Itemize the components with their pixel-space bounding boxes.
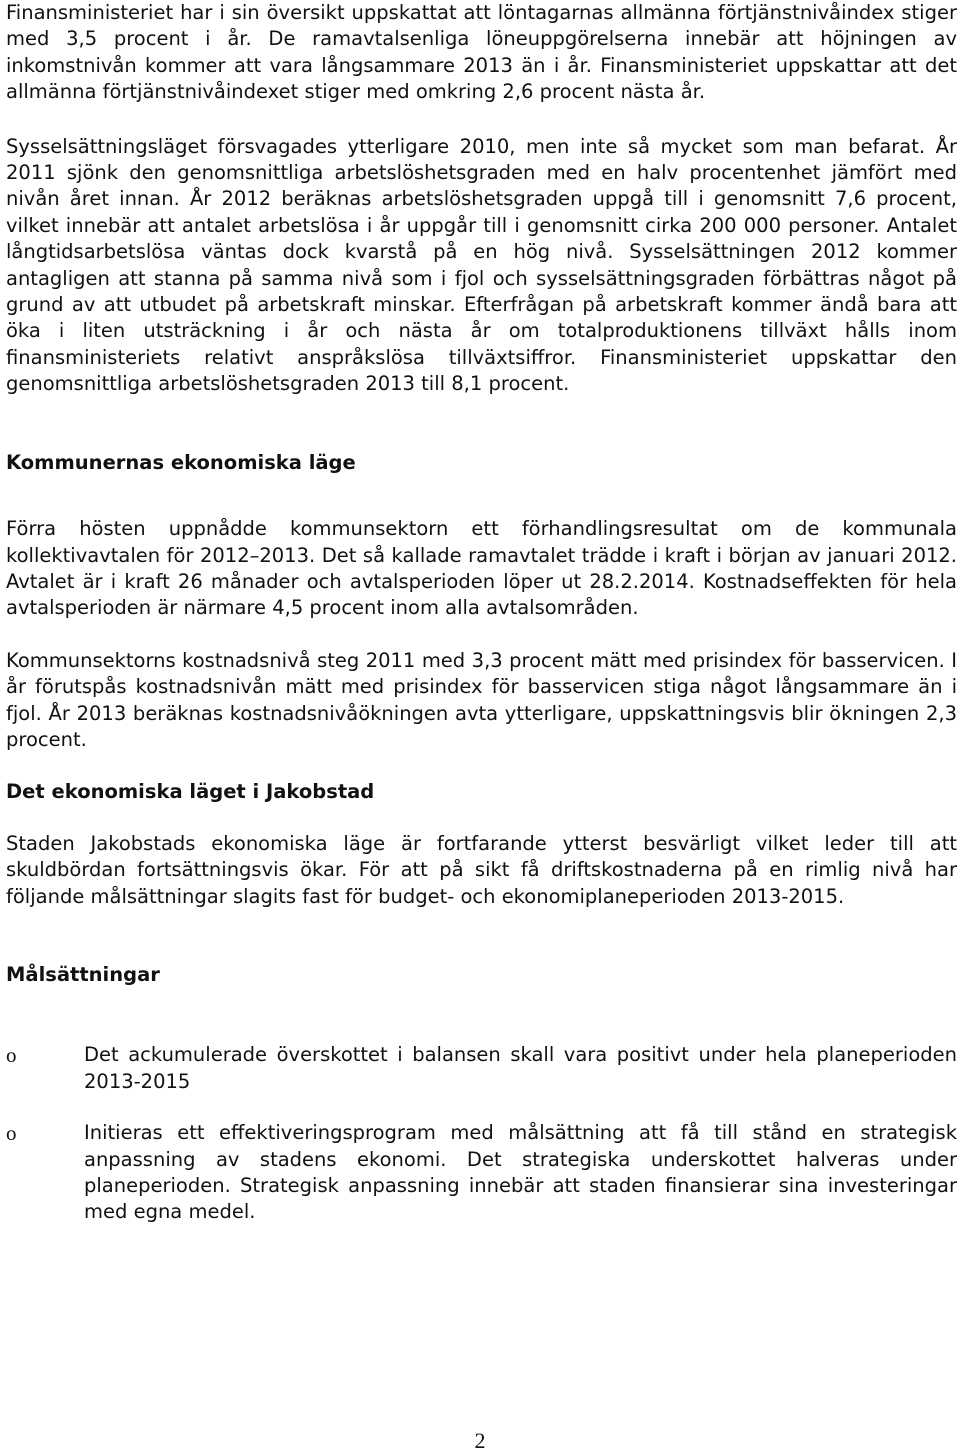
goal-item xyxy=(6,1042,957,1095)
bullet-icon: o xyxy=(6,1121,17,1146)
intro-paragraph: Finansministeriet har i sin översikt uppskattat att löntagarnas allmänna förtjänstnivåindex stiger med 3,5 procent i år. De ramavtalsenliga löneuppgörelserna innebär att höjningen av inkomstnivån kommer att vara långsammare 2013 än i år. Finansministeriet uppskattar att det allmänna förtjänstnivåindexet stiger med omkring 2,6 procent nästa år. xyxy=(6,1,957,104)
page-number: 2 xyxy=(474,1428,486,1453)
bullet-icon: o xyxy=(6,1043,17,1068)
municipal-paragraph-2: Kommunsektorns kostnadsnivå steg 2011 med 3,3 procent mätt med prisindex för basservicen. I år förutspås kostnadsnivån mätt med prisindex för basservicen stiga något långsammare än i fjol. År 2013 beräknas kostnadsnivåökningen avta ytterligare, uppskattningsvis blir ökningen 2,3 procent. xyxy=(6,648,957,751)
document-page xyxy=(6,0,957,1251)
jakobstad-paragraph: Staden Jakobstads ekonomiska läge är fortfarande ytterst besvärligt vilket leder till att skuldbördan fortsättningsvis ökar. För att på sikt få driftskostnaderna på en rimlig nivå har följande målsättningar slagits fast för budget- och ekonomiplaneperioden 2013-2015. xyxy=(6,831,957,908)
employment-paragraph: Sysselsättningsläget försvagades ytterligare 2010, men inte så mycket som man befarat. År 2011 sjönk den genomsnittliga arbetslöshetsgraden med en halv procentenhet jämfört med nivån året innan. År 2012 beräknas arbetslöshetsgraden uppgå till i genomsnitt 7,6 procent, vilket innebär att antalet arbetslösa i år uppgår till i genomsnitt cirka 200 000 personer. Antalet långtidsarbetslösa väntas dock kvarstå på en hög nivå. Sysselsättningen 2012 kommer antagligen att stanna på samma nivå som i fjol och sysselsättningsgraden förbättras något på grund av att utbudet på arbetskraft minskar. Efterfrågan på arbetskraft kommer ändå bara att öka i liten utsträckning i år och nästa år om totalproduktionens tillväxt hålls inom finansministeriets relativt anspråkslösa tillväxtsiffror. Finansministeriet uppskattar den genomsnittliga arbetslöshetsgraden 2013 till 8,1 procent. xyxy=(6,134,957,396)
goal-item xyxy=(6,1120,957,1226)
goals-list xyxy=(6,1042,957,1225)
municipal-paragraph-1: Förra hösten uppnådde kommunsektorn ett förhandlingsresultat om de kommunala kollektivavtalen för 2012–2013. Det så kallade ramavtalet trädde i kraft i början av januari 2012. Avtalet är i kraft 26 månader och avtalsperioden löper ut 28.2.2014. Kostnadseffekten för hela avtalsperioden är närmare 4,5 procent inom alla avtalsområden. xyxy=(6,517,957,620)
goals-heading: Målsättningar xyxy=(6,962,160,986)
jakobstad-heading: Det ekonomiska läget i Jakobstad xyxy=(6,780,375,804)
goal-item-text: Det ackumulerade överskottet i balansen skall vara positivt under hela planeperioden 2013-2015 xyxy=(84,1043,957,1093)
goal-item-text: Initieras ett effektiveringsprogram med målsättning att få till stånd en strategisk anpassning av stadens ekonomi. Det strategiska underskottet halveras under planeperioden. Strategisk anpassning innebär att staden finansierar sina investeringar med egna medel. xyxy=(84,1121,957,1224)
municipal-heading: Kommunernas ekonomiska läge xyxy=(6,450,356,474)
